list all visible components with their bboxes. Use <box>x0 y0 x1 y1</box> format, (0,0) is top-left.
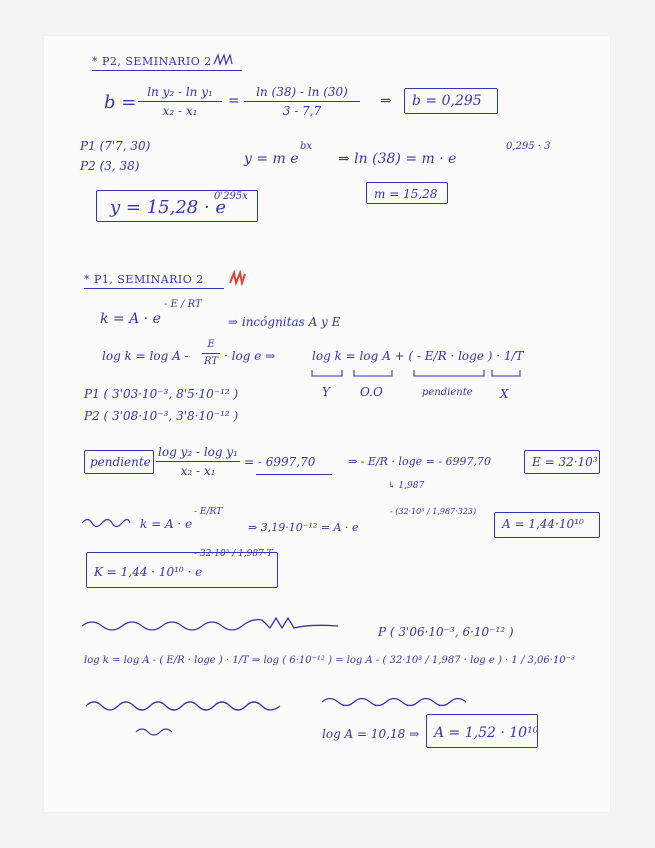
b-values-numerator: ln (38) - ln (30) <box>256 85 348 99</box>
log-frac-den: RT <box>203 356 219 367</box>
a-result: A = 1,44·10¹⁰ <box>502 517 584 531</box>
red-scribble-icon <box>228 270 246 286</box>
b-result: b = 0,295 <box>412 93 482 109</box>
heading-underline <box>92 70 242 71</box>
solve-m-equation: ⇒ ln (38) = m · e <box>338 151 457 167</box>
log-equation: log k = log A - <box>102 349 189 363</box>
slope-equation: ⇒ - E/R · loge = - 6997,70 <box>348 455 492 468</box>
label-x: X <box>500 387 509 401</box>
point-p: P ( 3'06·10⁻³, 6·10⁻¹² ) <box>378 625 514 639</box>
k-substitution-right-exponent: - (32·10³ / 1,987·323) <box>390 507 477 516</box>
label-intercept: O.O <box>360 385 383 399</box>
b-denominator: x₂ - x₁ <box>162 104 198 118</box>
linearized-form: log k = log A + ( - E/R · loge ) · 1/T <box>312 349 524 363</box>
implies-arrow: ⇒ <box>380 93 392 109</box>
a2-result: A = 1,52 · 10¹⁰ <box>434 725 539 741</box>
b-values-denominator: 3 - 7,7 <box>282 104 322 118</box>
log-frac-num: E <box>207 339 215 350</box>
crossed-out-log-a <box>84 696 284 716</box>
final-equation-exponent: 0'295x <box>214 191 248 202</box>
term-brackets <box>310 368 524 388</box>
slope-fraction <box>156 446 240 477</box>
arrhenius-equation: k = A · e <box>100 311 161 327</box>
slope-value: = - 6997,70 <box>244 455 316 469</box>
m-result: m = 15,28 <box>374 187 438 201</box>
e-result: E = 32·10³ <box>532 455 598 469</box>
k-substitution-left: k = A · e <box>140 517 193 531</box>
label-y: Y <box>322 385 330 399</box>
data-point-p1: P1 ( 3'03·10⁻³, 8'5·10⁻¹² ) <box>84 387 239 401</box>
exponential-model: y = m e <box>244 151 299 167</box>
notebook-page <box>44 36 610 812</box>
slope-denominator: x₂ - x₁ <box>180 464 216 478</box>
heading-p1-underline <box>84 288 224 289</box>
solve-m-exponent: 0,295 · 3 <box>506 141 551 152</box>
unknowns-note: ⇒ incógnitas A y E <box>228 315 341 329</box>
crossed-out-small <box>134 724 176 738</box>
b-formula-fraction <box>138 86 222 117</box>
k-substitution-exponent: - E/RT <box>194 507 223 517</box>
final-equation: y = 15,28 · e <box>110 197 227 218</box>
scribble-mark-icon <box>212 52 234 68</box>
crossed-out-word <box>80 514 132 528</box>
gas-constant-note: ↳ 1,987 <box>388 481 425 491</box>
crossed-out-line <box>80 614 342 634</box>
crossed-out-right <box>320 692 470 710</box>
log-equation-tail: · log e ⇒ <box>224 349 276 363</box>
b-label: b = <box>104 92 137 113</box>
heading-p1: * P1, SEMINARIO 2 <box>84 273 204 286</box>
point-p1: P1 (7'7, 30) <box>80 139 151 153</box>
log-substitution-line: log k = log A - ( E/R · loge ) · 1/T ⇒ log ( 6·10⁻¹² ) = log A - ( 32·10³ / 1,987 · log e ) · 1 / 3,06·10⁻³ <box>84 655 575 666</box>
data-point-p2: P2 ( 3'08·10⁻³, 3'8·10⁻¹² ) <box>84 409 239 423</box>
log-a-result: log A = 10,18 ⇒ <box>322 727 420 741</box>
log-e-over-rt <box>202 340 220 367</box>
slope-label: pendiente <box>90 455 151 469</box>
label-slope: pendiente <box>422 387 473 398</box>
k-substitution-right: ⇒ 3,19·10⁻¹² = A · e <box>248 521 359 534</box>
k-final-exponent: - 32·10³ / 1,987·T <box>194 549 273 559</box>
exponential-model-exponent: bx <box>300 141 313 152</box>
slope-numerator: log y₂ - log y₁ <box>158 445 238 459</box>
point-p2: P2 (3, 38) <box>80 159 140 173</box>
arrhenius-exponent: - E / RT <box>164 299 202 310</box>
b-numerator: ln y₂ - ln y₁ <box>147 85 213 99</box>
k-final-equation: K = 1,44 · 10¹⁰ · e <box>94 565 203 579</box>
equals-sign: = <box>228 93 240 109</box>
b-values-fraction <box>244 86 360 117</box>
slope-value-underline <box>256 474 332 475</box>
heading-p2: * P2, SEMINARIO 2 <box>92 55 212 68</box>
